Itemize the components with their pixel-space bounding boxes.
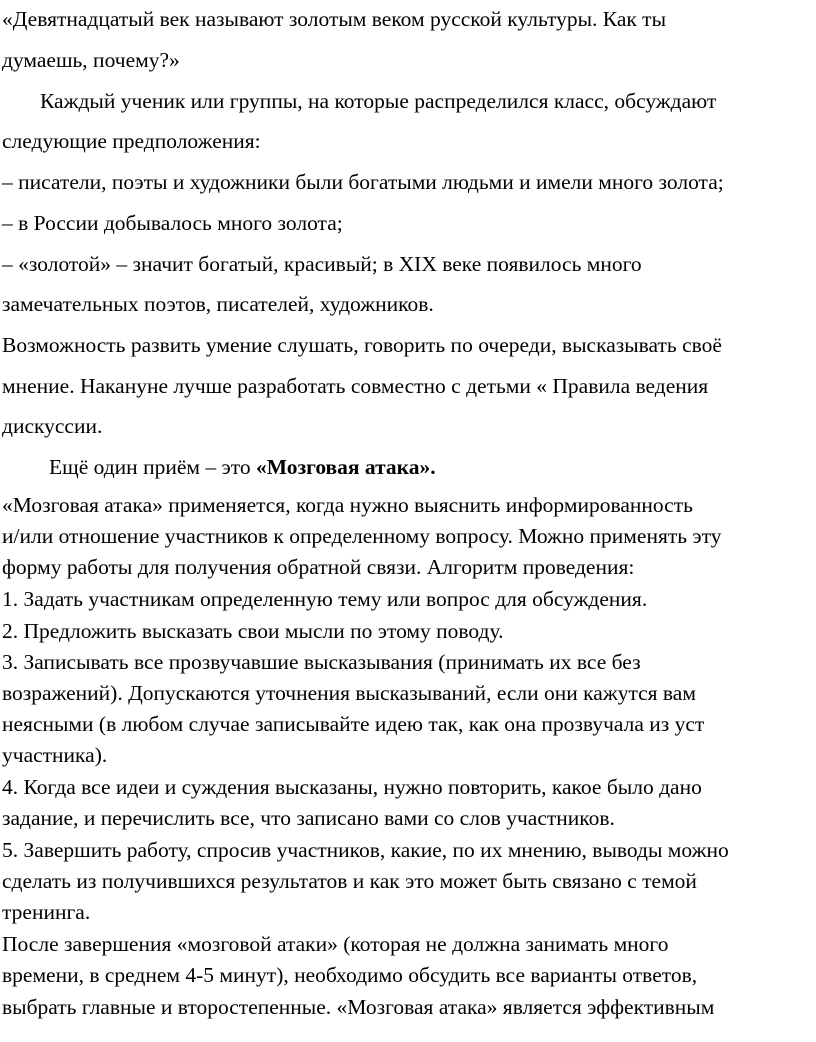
text-line-15: форму работы для получения обратной связи. Алгоритм проведения: — [2, 555, 635, 579]
text-line-17: 2. Предложить высказать свои мысли по этому поводу. — [2, 619, 504, 643]
intro-text: Ещё один приём – это — [49, 455, 256, 479]
text-line-8: замечательных поэтов, писателей, художников. — [2, 292, 434, 316]
text-line-25: сделать из получившихся результатов и как это может быть связано с темой — [2, 869, 697, 893]
text-line-6: – в России добывалось много золота; — [2, 211, 343, 235]
text-line-4: следующие предположения: — [2, 129, 261, 153]
text-line-7: – «золотой» – значит богатый, красивый; в XIX веке появилось много — [2, 252, 642, 276]
text-line-21: участника). — [2, 743, 108, 767]
text-line-20: неясными (в любом случае записывайте идею так, как она прозвучала из уст — [2, 712, 705, 736]
text-line-10: мнение. Накануне лучше разработать совместно с детьми « Правила ведения — [2, 374, 709, 398]
text-line-24: 5. Завершить работу, спросив участников, какие, по их мнению, выводы можно — [2, 838, 729, 862]
text-line-13: «Мозговая атака» применяется, когда нужно выяснить информированность — [2, 493, 693, 517]
text-line-19: возражений). Допускаются уточнения высказываний, если они кажутся вам — [2, 681, 696, 705]
text-line-11: дискуссии. — [2, 414, 103, 438]
text-line-1: «Девятнадцатый век называют золотым веком русской культуры. Как ты — [2, 7, 667, 31]
text-line-29: выбрать главные и второстепенные. «Мозговая атака» является эффективным — [2, 995, 715, 1019]
text-line-14: и/или отношение участников к определенному вопросу. Можно применять эту — [2, 524, 722, 548]
text-line-16: 1. Задать участникам определенную тему или вопрос для обсуждения. — [2, 587, 648, 611]
text-line-26: тренинга. — [2, 900, 91, 924]
text-line-12 — [49, 455, 436, 480]
text-line-28: времени, в среднем 4-5 минут), необходимо обсудить все варианты ответов, — [2, 963, 698, 987]
text-line-27: После завершения «мозговой атаки» (которая не должна занимать много — [2, 932, 669, 956]
text-line-3: Каждый ученик или группы, на которые распределился класс, обсуждают — [40, 89, 717, 113]
text-line-22: 4. Когда все идеи и суждения высказаны, нужно повторить, какое было дано — [2, 775, 702, 799]
brainstorm-heading: «Мозговая атака». — [255, 455, 436, 479]
text-line-23: задание, и перечислить все, что записано вами со слов участников. — [2, 806, 615, 830]
text-line-5: – писатели, поэты и художники были богатыми людьми и имели много золота; — [2, 170, 724, 194]
text-line-2: думаешь, почему?» — [2, 48, 180, 72]
text-line-18: 3. Записывать все прозвучавшие высказывания (принимать их все без — [2, 650, 641, 674]
text-line-9: Возможность развить умение слушать, говорить по очереди, высказывать своё — [2, 333, 722, 357]
